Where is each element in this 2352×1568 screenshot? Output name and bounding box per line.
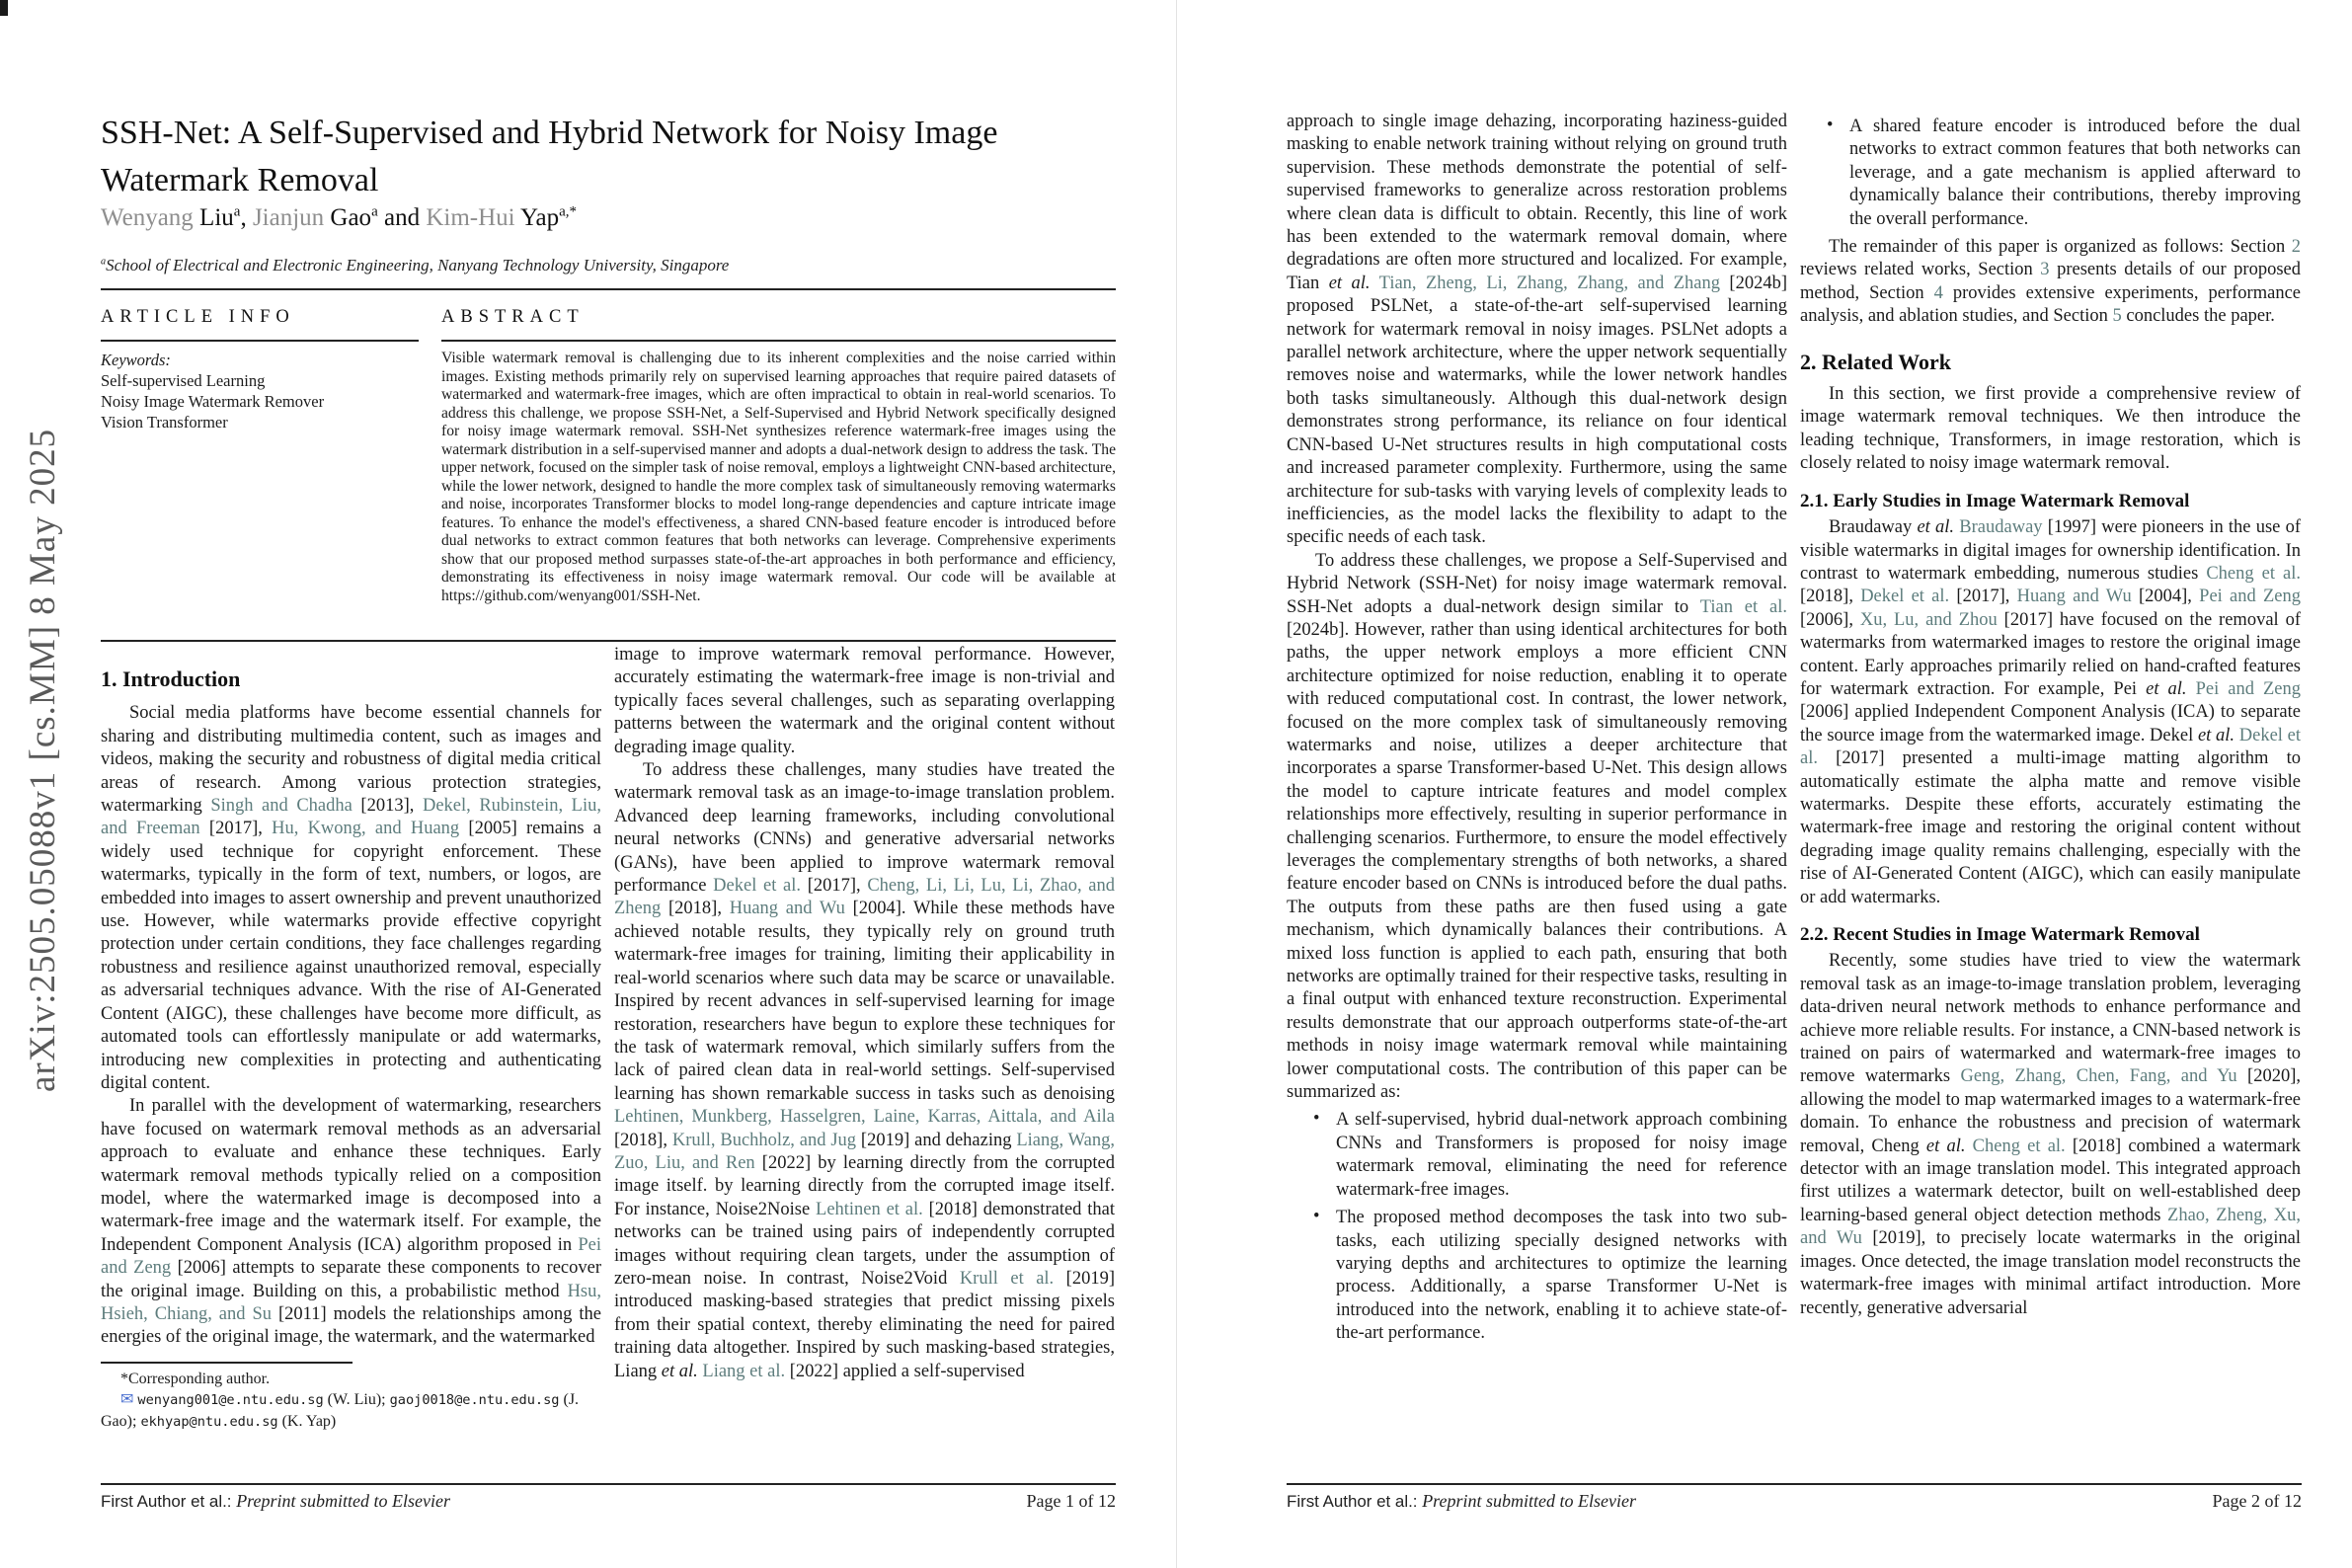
footnote-rule xyxy=(101,1362,353,1364)
italic-text: Preprint submitted to Elsevier xyxy=(1422,1491,1636,1511)
paragraph: Social media platforms have become essential channels for sharing and distributing multimedia content, such as images and videos, making the security and robustness of digital media critical areas of research. Among various protection strategies, watermarking Singh and Chadha [2013], Dekel, Rubinstein, Liu, and Freeman [2017], Hu, Kwong, and Huang [2005] remains a widely used technique for copyright enforcement. These watermarks, typically in the form of text, numbers, or logos, are embedded into images to assert ownership and prevent unauthorized use. However, while watermarks provide effective copyright protection under certain conditions, they face challenges regarding robustness and resilience against unauthorized removal, especially as adversarial techniques advance. With the rise of AI-Generated Content (AIGC), these challenges have become more difficult, as automated tools can effortlessly manipulate or add watermarks, introducing new complexities in protecting and authenticating digital content. xyxy=(101,703,601,1093)
italic-text: Preprint submitted to Elsevier xyxy=(236,1491,450,1511)
citation-link[interactable]: Hu, Kwong, and Huang xyxy=(272,819,460,839)
article-info-rule xyxy=(101,340,419,342)
bullet-text: • A shared feature encoder is introduced before the dual networks to extract common features that both networks can leverage, and a gate mechanism is applied afterward to dynamically balance their contributions, thereby improving the overall performance. xyxy=(1849,117,2301,229)
citation-link[interactable]: Pei and Zeng xyxy=(101,1234,601,1279)
citation-link[interactable]: 3 xyxy=(2040,260,2050,280)
citation-link[interactable]: Singh and Chadha xyxy=(210,796,353,817)
italic-text: et al. xyxy=(2146,678,2187,699)
superscript: a,* xyxy=(559,203,578,220)
paragraph: image to improve watermark removal performance. However, accurately estimating the watermark-free image is non-trivial and typically faces several challenges, such as separating overlapping patterns between the watermark and the original content without degrading image quality. xyxy=(614,645,1115,757)
subsection-heading-2-1: 2.1. Early Studies in Image Watermark Removal xyxy=(1800,490,2190,511)
citation-link[interactable]: Lehtinen et al. xyxy=(816,1199,923,1219)
corresponding-author-note: *Corresponding author. xyxy=(120,1370,271,1387)
citation-link[interactable]: Liang et al. xyxy=(702,1361,786,1381)
paper-title: SSH-Net: A Self-Supervised and Hybrid Network for Noisy Image Watermark Removal xyxy=(101,114,998,198)
author-given-name: Jianjun xyxy=(252,204,325,231)
citation-link[interactable]: Krull, Buchholz, and Jug xyxy=(671,1130,857,1150)
page1-column-2 xyxy=(614,644,1115,1479)
contact-emails: ✉ wenyang001@e.ntu.edu.sg (W. Liu); gaoj0018@e.ntu.edu.sg (J. Gao); ekhyap@ntu.edu.sg (K. Yap) xyxy=(101,1390,580,1430)
paragraph: To address these challenges, we propose a Self-Supervised and Hybrid Network (SSH-Net) for noisy image watermark removal. SSH-Net adopts a dual-network design similar to Tian et al. [2024b]. However, rather than using identical architectures for both paths, the upper network employs a more efficient CNN architecture optimized for noise reduction, enabling it to operate with reduced computational cost. In contrast, the lower network, focused on the more complex task of simultaneously removing watermarks and noise, utilizes a deeper architecture that incorporates a sparse Transformer-based U-Net. This design allows the model to capture intricate features and model complex relationships more effectively, resulting in superior performance in challenging scenarios. Furthermore, to ensure the model effectively leverages the complementary strengths of both networks, a shared feature encoder based on CNNs is introduced before the dual paths. The outputs from these paths are then fused using a gate mechanism, which dynamically balances their contributions. A mixed loss function is applied to each path, ensuring that both networks are optimally trained for their respective tasks, resulting in a final output with enhanced texture reconstruction. Experimental results demonstrate that our approach outperforms state-of-the-art methods in noisy image watermark removal while maintaining lower computational costs. The contribution of this paper can be summarized as: xyxy=(1287,550,1787,1103)
citation-link[interactable]: Braudaway xyxy=(1959,517,2043,538)
citation-link[interactable]: Krull et al. xyxy=(959,1268,1055,1289)
paragraph: To address these challenges, many studies have treated the watermark removal task as an image-to-image translation problem. Advanced deep learning frameworks, including convolutional neural networks (CNNs) and generative adversarial networks (GANs), have been applied to improve watermark removal performance Dekel et al. [2017], Cheng, Li, Li, Lu, Li, Zhao, and Zheng [2018], Huang and Wu [2004]. While these methods have achieved notable results, they typically rely on ground truth watermark-free images for training, limiting their applicability in real-world scenarios where such data may be scarce or unavailable. Inspired by recent advances in self-supervised learning for image restoration, researchers have begun to explore these techniques for the task of watermark removal, which similarly suffers from the lack of paired clean data in real-world settings. Self-supervised learning has shown remarkable success in tasks such as denoising Lehtinen, Munkberg, Hasselgren, Laine, Karras, Aittala, and Aila [2018], Krull, Buchholz, and Jug [2019] and dehazing Liang, Wang, Zuo, Liu, and Ren [2022] by learning directly from the corrupted image itself. by learning directly from the corrupted image itself. For instance, Noise2Noise Lehtinen et al. [2018] demonstrated that networks can be trained using pairs of independently corrupted images without requiring clean targets, under the assumption of zero-mean noise. In contrast, Noise2Void Krull et al. [2019] introduced masking-based strategies that predict missing pixels from their spatial context, thereby eliminating the need for paired training data altogether. Inspired by such masking-based strategies, Liang et al. Liang et al. [2022] applied a self-supervised xyxy=(614,760,1115,1381)
citation-link[interactable]: 2 xyxy=(2291,237,2301,258)
footer-rule xyxy=(1287,1483,2302,1485)
abstract-header: ABSTRACT xyxy=(441,307,585,327)
affiliation-line: $^a$School of Electrical and Electronic Engineering, Nanyang Technology University, Singapore xyxy=(101,256,730,274)
citation-link[interactable]: Dekel et al. xyxy=(1800,725,2301,769)
citation-link[interactable]: Dekel, Rubinstein, Liu, and Freeman xyxy=(101,796,601,839)
citation-link[interactable]: Tian et al. xyxy=(1699,596,1787,617)
citation-link[interactable]: Zhao, Zheng, Xu, and Wu xyxy=(1800,1205,2301,1249)
paragraph: In this section, we first provide a comprehensive review of image watermark removal techniques. We then introduce the leading technique, Transformers, in image restoration, which is closely related to noisy image watermark removal. xyxy=(1800,384,2301,474)
citation-link[interactable]: Cheng et al. xyxy=(2206,563,2301,584)
envelope-icon: ✉ xyxy=(120,1390,134,1408)
citation-link[interactable]: 5 xyxy=(2112,306,2122,327)
page-number: Page 1 of 12 xyxy=(1026,1491,1116,1511)
citation-link[interactable]: Huang and Wu xyxy=(2016,587,2132,607)
section-heading-introduction: 1. Introduction xyxy=(101,666,241,691)
citation-link[interactable]: Huang and Wu xyxy=(729,899,845,919)
citation-link[interactable]: Liang, Wang, Zuo, Liu, and Ren xyxy=(614,1130,1115,1173)
keyword-item: Vision Transformer xyxy=(101,413,228,431)
citation-link[interactable]: Pei and Zeng xyxy=(2199,587,2301,607)
author-given-name: Wenyang xyxy=(101,204,194,231)
citation-link[interactable]: Dekel et al. xyxy=(713,876,802,897)
citation-link[interactable]: Cheng et al. xyxy=(1972,1136,2066,1156)
citation-link[interactable]: Cheng, Li, Li, Lu, Li, Zhao, and Zheng xyxy=(614,876,1115,919)
footer-running-title xyxy=(1287,1491,1636,1512)
section-heading-related-work: 2. Related Work xyxy=(1800,349,1951,374)
abstract-text: Visible watermark removal is challenging due to its inherent complexities and the noise carried within images. Existing methods primarily rely on supervised learning approaches that require paired datasets of watermarked and watermark-free images, which are often impractical to obtain in real-world scenarios. To address this challenge, we propose SSH-Net, a Self-Supervised and Hybrid Network specifically designed for noisy image watermark removal. SSH-Net synthesizes reference watermark-free images using the watermark distribution in a self-supervised manner and adopts a dual-network design to address the task. The upper network, focused on the simpler task of noise removal, employs a lightweight CNN-based architecture, while the lower network, designed to handle the more complex task of simultaneously removing watermarks and noise, incorporates Transformer blocks to model long-range dependencies and capture intricate image features. To enhance the model's effectiveness, a shared CNN-based feature encoder is introduced before dual networks to extract common features that both networks can leverage. Comprehensive experiments show that our proposed method surpasses state-of-the-art approaches in both performance and efficiency, demonstrating its effectiveness in noisy image watermark removal. Our code will be available at https://github.com/wenyang001/SSH-Net. xyxy=(441,350,1116,604)
italic-text: et al. xyxy=(1925,1136,1966,1156)
page2-column-2 xyxy=(1800,111,2301,1477)
citation-link[interactable]: Lehtinen, Munkberg, Hasselgren, Laine, Karras, Aittala, and Aila xyxy=(614,1107,1115,1128)
citation-link[interactable]: Xu, Lu, and Zhou xyxy=(1859,609,1998,630)
italic-text: et al. xyxy=(1917,517,1955,538)
author-given-name: Kim-Hui xyxy=(426,204,515,231)
citation-link[interactable]: Pei and Zeng xyxy=(2195,678,2301,699)
keyword-item: Noisy Image Watermark Remover xyxy=(101,392,325,411)
keywords-label: Keywords: xyxy=(101,351,171,369)
contribution-bullet xyxy=(1287,1109,1787,1202)
citation-link[interactable]: Dekel et al. xyxy=(1860,587,1950,607)
footer-running-title xyxy=(101,1491,450,1512)
arxiv-sidebar-watermark: arXiv:2505.05088v1 [cs.MM] 8 May 2025 xyxy=(23,428,63,1092)
page1-column-1 xyxy=(101,667,601,1433)
email-link[interactable]: wenyang001@e.ntu.edu.sg xyxy=(137,1391,324,1408)
page-number: Page 2 of 12 xyxy=(2212,1491,2302,1511)
keywords-block xyxy=(101,350,419,432)
paragraph: approach to single image dehazing, incorporating haziness-guided masking to enable network training without relying on ground truth supervision. These methods demonstrate the potential of self-supervised frameworks to generalize across restoration problems where clean data is difficult to obtain. Recently, this line of work has been extended to the watermark removal domain, where degradations are often more structured and localized. For example, Tian et al. Tian, Zheng, Li, Zhang, Zhang, and Zhang [2024b] proposed PSLNet, a state-of-the-art self-supervised learning network for watermark removal in noisy images. PSLNet adopts a parallel network architecture, where the upper network sequentially removes noise and watermarks, while the lower network handles both tasks simultaneously. Although this dual-network design demonstrates strong performance, its reliance on four identical CNN-based U-Net structures results in high computational costs and increased parameter complexity. Furthermore, using the same architecture for sub-tasks with varying levels of complexity leads to inefficiencies, as the model lacks the flexibility to adapt to the specific needs of each task. xyxy=(1287,112,1787,548)
abstract-rule xyxy=(441,340,1116,342)
italic-text: et al. xyxy=(1328,273,1371,293)
footnote-block xyxy=(101,1362,601,1433)
subsection-heading-2-2: 2.2. Recent Studies in Image Watermark Removal xyxy=(1800,924,2200,945)
citation-link[interactable]: 4 xyxy=(1933,282,1943,303)
paragraph: Recently, some studies have tried to view the watermark removal task as an image-to-image translation problem, leveraging data-driven neural network methods to enhance performance and achieve more reliable results. For instance, a CNN-based network is trained on pairs of watermarked and watermark-free images to remove watermarks Geng, Zhang, Chen, Fang, and Yu [2020], allowing the model to map watermarked images to a watermark-free domain. To enhance the robustness and precision of watermark removal, Cheng et al. Cheng et al. [2018] combined a watermark detector with an image translation model. This integrated approach first utilizes a watermark detector, built on well-established deep learning-based general object detection methods Zhao, Zheng, Xu, and Wu [2019], to precisely locate watermarks in the original images. Once detected, the image translation model reconstructs the watermark-free images with minimal artifact introduction. More recently, generative adversarial xyxy=(1800,951,2301,1318)
superscript: a xyxy=(233,203,241,220)
keyword-item: Self-supervised Learning xyxy=(101,371,266,390)
page1-footer xyxy=(101,1491,1116,1512)
citation-link[interactable]: Hsu, Hsieh, Chiang, and Su xyxy=(101,1281,601,1324)
footer-label: First Author et al.: xyxy=(101,1492,237,1511)
bullet-text: • The proposed method decomposes the task into two sub-tasks, each utilizing specially designed networks with varying depths and architectures to optimize the learning process. Additionally, a sparse Transformer U-Net is introduced into the network, enabling it to achieve state-of-the-art performance. xyxy=(1336,1208,1787,1344)
page2-column-1 xyxy=(1287,111,1787,1477)
contribution-bullet xyxy=(1287,1207,1787,1345)
authors-line: Wenyang Liu$^a$, Jianjun Gao$^a$ and Kim-Hui Yap$^{a,*}$ xyxy=(101,203,578,231)
scan-artifact-mark xyxy=(0,0,8,16)
bullet-text: • A self-supervised, hybrid dual-network approach combining CNNs and Transformers is proposed for noisy image watermark removal, eliminating the need for reference watermark-free images. xyxy=(1336,1110,1787,1200)
paragraph: Braudaway et al. Braudaway [1997] were pioneers in the use of visible watermarks in digital images for ownership identification. In contrast to watermark embedding, numerous studies Cheng et al. [2018], Dekel et al. [2017], Huang and Wu [2004], Pei and Zeng [2006], Xu, Lu, and Zhou [2017] have focused on the removal of watermarks from watermarked images to restore the original image content. Early approaches primarily relied on hand-crafted features for watermark extraction. For example, Pei et al. Pei and Zeng [2006] applied Independent Component Analysis (ICA) to separate the source image from the watermarked image. Dekel et al. Dekel et al. [2017] presented a multi-image matting algorithm to automatically estimate the alpha matte and remove visible watermarks. Despite these efforts, accurately estimating the watermark-free image and restoring the original content without degrading image quality remains challenging, especially with the rise of AI-Generated Content (AIGC), which can easily manipulate or add watermarks. xyxy=(1800,517,2301,907)
superscript: a xyxy=(101,256,107,268)
email-link[interactable]: gaoj0018@e.ntu.edu.sg xyxy=(389,1391,560,1408)
citation-link[interactable]: Tian, Zheng, Li, Zhang, Zhang, and Zhang xyxy=(1378,273,1720,293)
paragraph: In parallel with the development of watermarking, researchers have focused on watermark removal methods as an adversarial approach to evaluate and enhance these techniques. Early watermark removal methods typically relied on a composition model, where the watermarked image is decomposed into a watermark-free image and the watermark itself. For example, the Independent Component Analysis (ICA) algorithm proposed in Pei and Zeng [2006] attempts to separate these components to recover the original image. Building on this, a probabilistic method Hsu, Hsieh, Chiang, and Su [2011] models the relationships among the energies of the original image, the watermark, and the watermarked xyxy=(101,1096,601,1348)
italic-text: et al. xyxy=(661,1361,698,1381)
article-info-header: ARTICLE INFO xyxy=(101,307,295,327)
page-divider xyxy=(1176,0,1177,1568)
citation-link[interactable]: Geng, Zhang, Chen, Fang, and Yu xyxy=(1960,1066,2237,1087)
italic-text: et al. xyxy=(2197,725,2235,745)
paragraph: The remainder of this paper is organized as follows: Section 2 reviews related works, Section 3 presents details of our proposed method, Section 4 provides extensive experiments, performance analysis, and ablation studies, and Section 5 concludes the paper. xyxy=(1800,237,2301,327)
superscript: a xyxy=(371,203,378,220)
contribution-bullet xyxy=(1800,116,2301,231)
footer-label: First Author et al.: xyxy=(1287,1492,1423,1511)
footer-rule xyxy=(101,1483,1116,1485)
abstract-bottom-rule xyxy=(101,640,1116,642)
email-link[interactable]: ekhyap@ntu.edu.sg xyxy=(140,1413,278,1430)
page2-footer xyxy=(1287,1491,2302,1512)
header-rule xyxy=(101,288,1116,290)
